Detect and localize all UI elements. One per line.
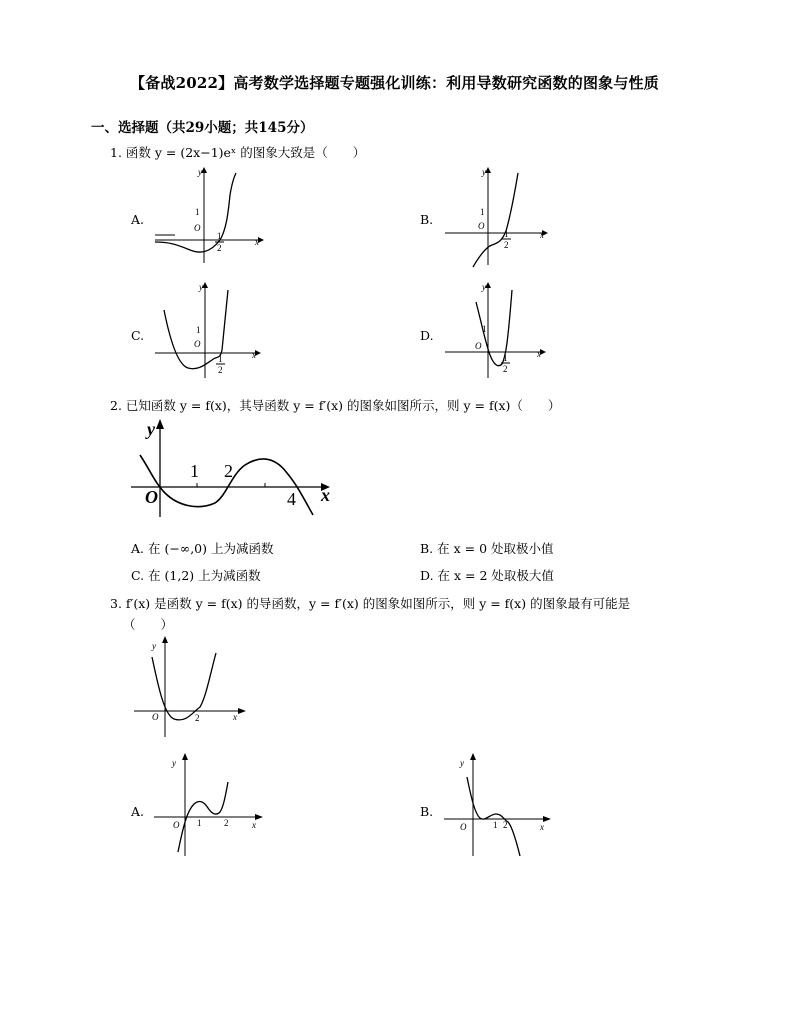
half-den: 2 [218, 365, 223, 375]
y-axis-arrow [156, 419, 164, 429]
y-axis-label: y [147, 419, 155, 439]
q1-option-b-graph [440, 165, 560, 270]
half-num: 1 [504, 229, 509, 239]
x-axis-label: x [537, 349, 541, 359]
tick-1-label: 1 [195, 207, 200, 217]
origin-label: O [460, 822, 467, 832]
question-2-stem: 2. 已知函数 y = f(x)，其导函数 y = f′(x) 的图象如图所示，则 y = f(x)（ ） [110, 398, 561, 413]
y-axis-arrow [470, 753, 476, 760]
half-num: 1 [218, 354, 223, 364]
q1-option-d-graph [440, 280, 560, 380]
x-axis-label: x [540, 822, 544, 832]
half-den: 2 [504, 240, 509, 250]
q2-option-b: B. 在 x = 0 处取极小值 [420, 541, 554, 556]
q1-option-a-label: A. [131, 212, 145, 227]
x-axis-arrow [543, 816, 551, 822]
origin-label: O [145, 487, 158, 507]
y-axis-label: y [199, 282, 203, 292]
curve [473, 173, 518, 267]
x-axis-arrow [238, 708, 246, 714]
x-axis-label: x [321, 485, 330, 505]
y-axis-label: y [482, 167, 486, 177]
tick-1-label: 1 [493, 820, 498, 830]
half-den: 2 [217, 243, 222, 253]
y-axis-label: y [198, 167, 202, 177]
x-axis-label: x [252, 820, 256, 830]
x-axis-label: x [252, 350, 256, 360]
q1-option-b-label: B. [420, 212, 434, 227]
tick-2-label: 2 [503, 820, 508, 830]
x-axis-arrow [255, 814, 263, 820]
half-den: 2 [503, 364, 508, 374]
question-1-stem: 1. 函数 y = (2x−1)eˣ 的图象大致是（ ） [110, 145, 366, 160]
q2-option-c: C. 在 (1,2) 上为减函数 [131, 568, 261, 583]
section-heading: 一、选择题（共29小题；共145分） [91, 120, 314, 136]
origin-label: O [152, 712, 159, 722]
origin-label: O [475, 341, 482, 351]
q1-option-c-graph [150, 280, 270, 380]
half-num: 1 [217, 231, 222, 241]
origin-label: O [194, 223, 201, 233]
q3-derivative-graph [130, 635, 255, 740]
q3-option-a-graph [150, 752, 275, 862]
y-axis-arrow [162, 636, 168, 643]
tick-2-label: 2 [224, 818, 229, 828]
tick-1-label: 1 [197, 818, 202, 828]
x-axis-label: x [540, 230, 544, 240]
half-num: 1 [503, 353, 508, 363]
tick-1-label: 1 [196, 325, 201, 335]
tick-2-label: 2 [195, 713, 200, 723]
q1-option-d-label: D. [420, 328, 434, 343]
page-title: 【备战2022】高考数学选择题专题强化训练：利用导数研究函数的图象与性质 [130, 74, 659, 92]
q1-option-a-graph [150, 165, 270, 265]
x-axis-label: x [255, 237, 259, 247]
x-axis-label: x [233, 712, 237, 722]
q3-option-a-label: A. [131, 804, 145, 819]
origin-label: O [478, 221, 485, 231]
y-axis-label: y [172, 758, 176, 768]
question-3-stem-line1: 3. f′(x) 是函数 y = f(x) 的导函数，y = f′(x) 的图象如图所示，则 y = f(x) 的图象最有可能是 [110, 596, 631, 611]
tick-1-label: 1 [480, 207, 485, 217]
y-axis-label: y [460, 758, 464, 768]
tick-2-label: 2 [224, 461, 233, 481]
q3-option-b-graph [440, 752, 565, 862]
q2-option-a: A. 在 (−∞,0) 上为减函数 [131, 541, 274, 556]
q1-option-c-label: C. [131, 328, 145, 343]
origin-label: O [194, 339, 201, 349]
y-axis-label: y [152, 641, 156, 651]
y-axis-label: y [482, 282, 486, 292]
question-3-stem-line2: （ ） [123, 617, 174, 632]
tick-4-label: 4 [287, 489, 296, 509]
tick-1-label: 1 [482, 324, 487, 334]
tick-1-label: 1 [190, 461, 199, 481]
origin-label: O [173, 820, 180, 830]
q2-option-d: D. 在 x = 2 处取极大值 [420, 568, 554, 583]
q3-option-b-label: B. [420, 804, 434, 819]
curve [152, 653, 216, 720]
curve [467, 777, 520, 856]
q2-derivative-graph [125, 415, 340, 525]
y-axis-arrow [182, 753, 188, 760]
